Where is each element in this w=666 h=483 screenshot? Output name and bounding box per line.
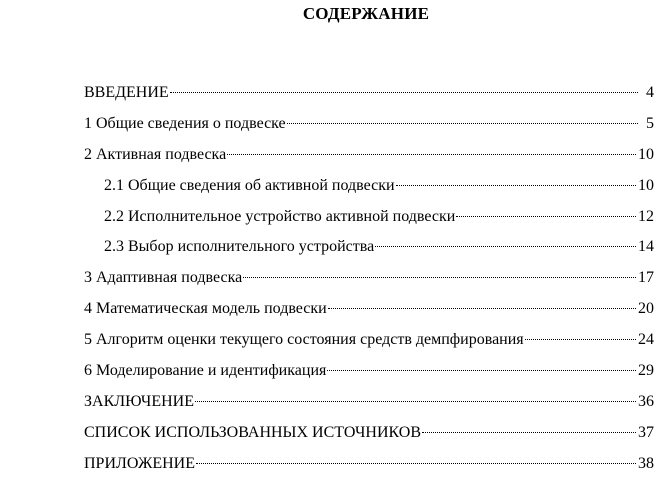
toc-title: СОДЕРЖАНИЕ [302,4,430,23]
toc-entry[interactable] [84,421,654,452]
dot-leader [396,185,636,186]
toc-subentry[interactable] [84,174,654,205]
toc-entry-page: 38 [638,454,654,472]
toc-entry[interactable] [84,328,654,359]
toc-entry-page: 4 [646,84,654,101]
toc-entry[interactable] [84,81,654,112]
toc-entry[interactable] [84,452,654,483]
toc-entry-page: 20 [638,300,654,318]
dot-leader [227,154,636,155]
toc-entry-label: СПИСОК ИСПОЛЬЗОВАННЫХ ИСТОЧНИКОВ [84,423,422,441]
toc-entry-page: 37 [638,423,654,441]
dot-leader [287,123,638,124]
toc-subentry[interactable] [84,235,654,266]
toc-entry-label: 5 Алгоритм оценки текущего состояния средств демпфирования [84,331,524,349]
toc-entry[interactable] [84,390,654,421]
toc-entry[interactable] [84,297,654,328]
dot-leader [196,463,636,464]
dot-leader [525,339,636,340]
dot-leader [170,92,638,93]
toc-entry-label: 3 Адаптивная подвеска [84,269,243,287]
toc-entry-label: 2 Активная подвеска [84,145,227,163]
toc-entry[interactable] [84,143,654,174]
dot-leader [422,432,636,433]
toc-entry-page: 36 [638,392,654,410]
toc-entry-page: 5 [646,114,654,132]
toc-entry-label: 2.3 Выбор исполнительного устройства [104,238,375,256]
dot-leader [456,216,636,217]
toc-entry-label: 6 Моделирование и идентификация [84,362,327,380]
toc-entry-label: 2.2 Исполнительное устройство активной подвески [104,207,456,225]
toc-list [84,81,654,483]
toc-subentry[interactable] [84,205,654,236]
toc-entry-page: 17 [638,269,654,287]
toc-entry-label: ПРИЛОЖЕНИЕ [84,454,196,472]
toc-entry-label: ВВЕДЕНИЕ [84,84,169,101]
dot-leader [375,246,636,247]
dot-leader [195,401,636,402]
toc-entry-page: 12 [638,207,654,225]
toc-entry-label: 4 Математическая модель подвески [84,300,327,318]
toc-entry-page: 10 [638,176,654,194]
toc-entry-label: 2.1 Общие сведения об активной подвески [104,176,395,194]
toc-entry[interactable] [84,359,654,390]
toc-entry-label: ЗАКЛЮЧЕНИЕ [84,392,194,410]
toc-entry[interactable] [84,112,654,143]
toc-entry[interactable] [84,266,654,297]
dot-leader [328,308,636,309]
toc-entry-page: 10 [638,145,654,163]
dot-leader [243,277,636,278]
toc-entry-page: 14 [638,238,654,256]
toc-entry-label: 1 Общие сведения о подвеске [84,114,286,132]
dot-leader [327,370,636,371]
toc-entry-page: 29 [638,362,654,380]
toc-entry-page: 24 [638,331,654,349]
